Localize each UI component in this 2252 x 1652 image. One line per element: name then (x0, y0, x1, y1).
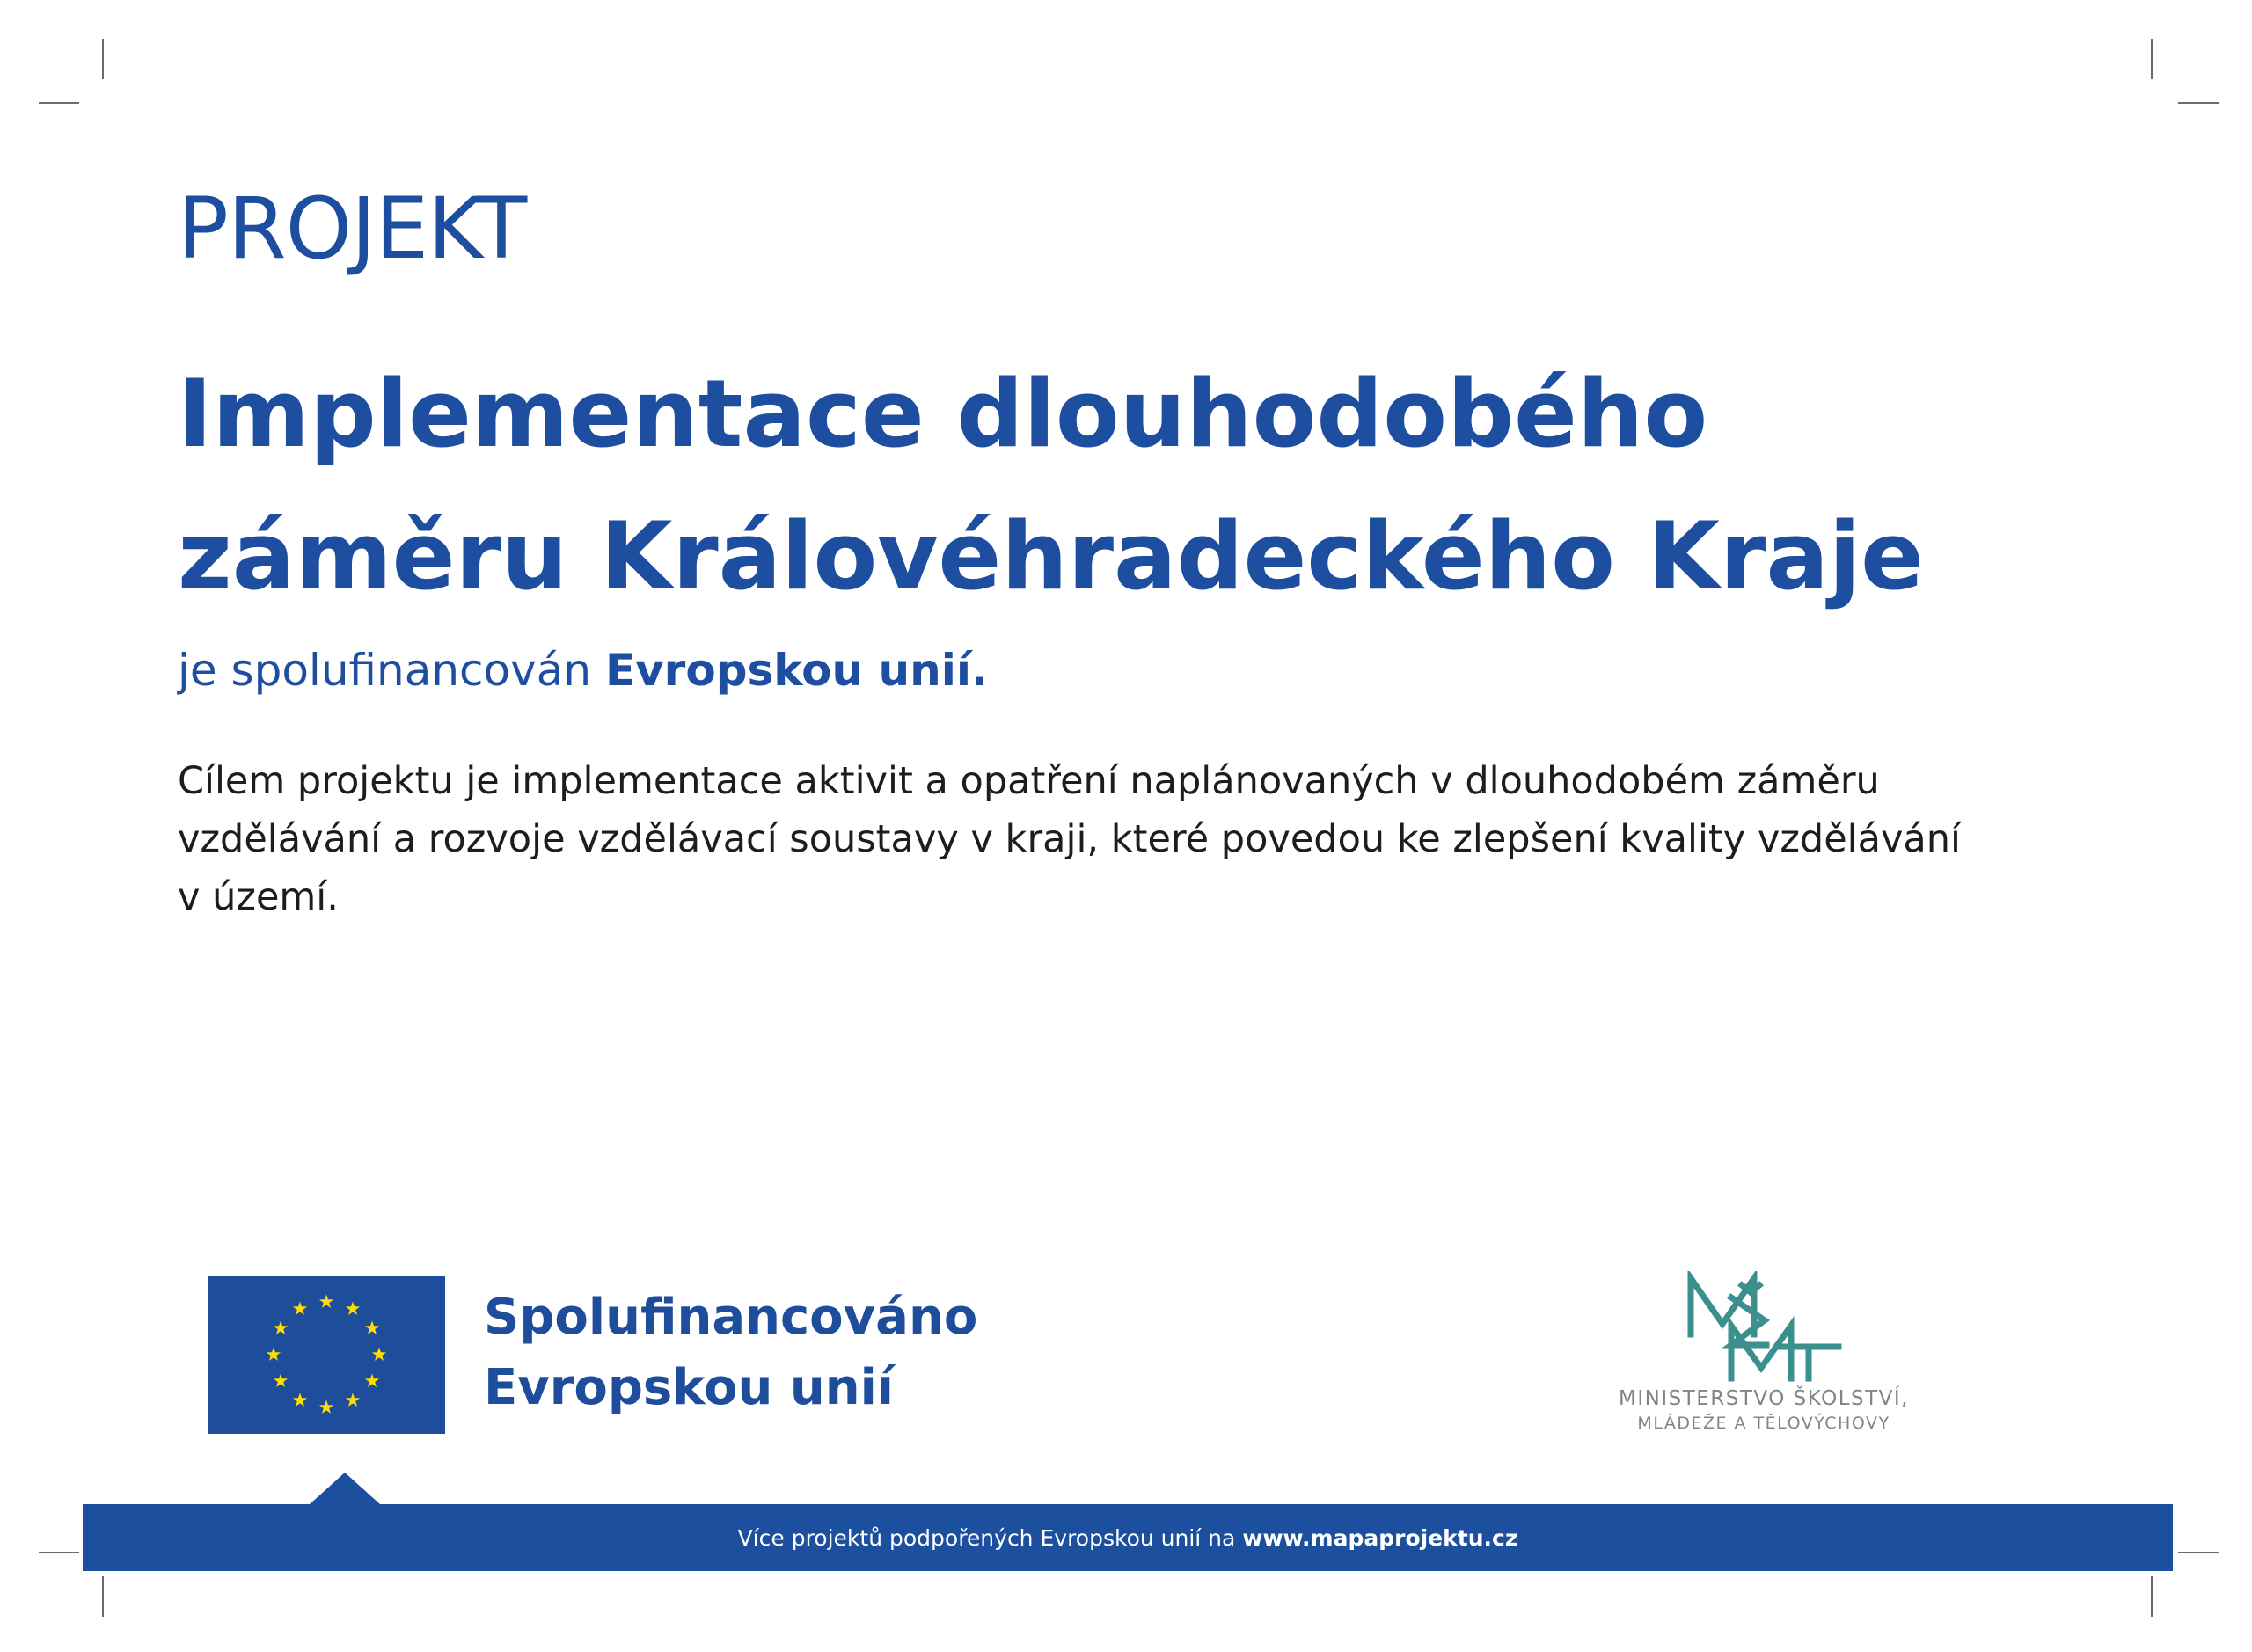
project-title (178, 343, 2166, 628)
msmt-logo-line: MINISTERSTVO ŠKOLSTVÍ, (1619, 1387, 1909, 1410)
footer-band (83, 1504, 2173, 1571)
eu-star-icon (346, 1302, 360, 1315)
footer-text: Více projektů podpořených Evropskou unií na (737, 1524, 1236, 1551)
description-line: v území. (178, 875, 339, 919)
eu-stars (208, 1276, 445, 1434)
eu-star-icon (372, 1348, 386, 1361)
eu-star-icon (319, 1295, 333, 1308)
crop-mark-bottom-right-horizontal (2178, 1552, 2219, 1553)
msmt-logo-line: MLÁDEŽE A TĚLOVÝCHOVY (1637, 1414, 1890, 1433)
crop-mark-bottom-left-horizontal (39, 1552, 79, 1553)
eu-star-icon (365, 1321, 379, 1334)
crop-mark-bottom-right-vertical (2151, 1576, 2153, 1617)
cofinanced-prefix: je spolufinancován (178, 645, 592, 696)
msmt-monogram-icon (1680, 1271, 1847, 1384)
eu-cofinanced-logo-text (484, 1283, 977, 1423)
cofinanced-statement (178, 645, 988, 696)
footer-link[interactable]: www.mapaprojektu.cz (1242, 1524, 1518, 1551)
project-title-line: Implementace dlouhodobého (178, 360, 1708, 468)
eu-star-icon (346, 1393, 360, 1406)
cofinanced-eu: Evropskou unií. (604, 645, 988, 696)
crop-mark-top-right-horizontal (2178, 102, 2219, 104)
description-line: Cílem projektu je implementace aktivit a opatření naplánovaných v dlouhodobém záměru (178, 759, 1880, 803)
footer-triangle (310, 1473, 380, 1504)
crop-mark-bottom-left-vertical (102, 1576, 104, 1617)
crop-mark-top-left-horizontal (39, 102, 79, 104)
crop-mark-top-right-vertical (2151, 39, 2153, 79)
eu-star-icon (293, 1302, 307, 1315)
project-title-line: záměru Královéhradeckého Kraje (178, 502, 1925, 610)
eu-star-icon (365, 1374, 379, 1387)
description-line: vzdělávání a rozvoje vzdělávací soustavy v kraji, které povedou ke zlepšení kvality vzdělávání (178, 817, 1961, 861)
msmt-logo (1592, 1271, 1935, 1438)
crop-mark-top-left-vertical (102, 39, 104, 79)
eu-star-icon (267, 1348, 281, 1361)
eu-star-icon (293, 1393, 307, 1406)
project-description (178, 752, 2113, 926)
project-label: PROJEKT (178, 179, 527, 278)
eu-star-icon (274, 1321, 288, 1334)
eu-star-icon (274, 1374, 288, 1387)
eu-logo-line: Evropskou unií (484, 1359, 894, 1416)
eu-star-icon (319, 1400, 333, 1414)
eu-logo-line: Spolufinancováno (484, 1289, 978, 1346)
eu-flag-icon (208, 1276, 445, 1434)
